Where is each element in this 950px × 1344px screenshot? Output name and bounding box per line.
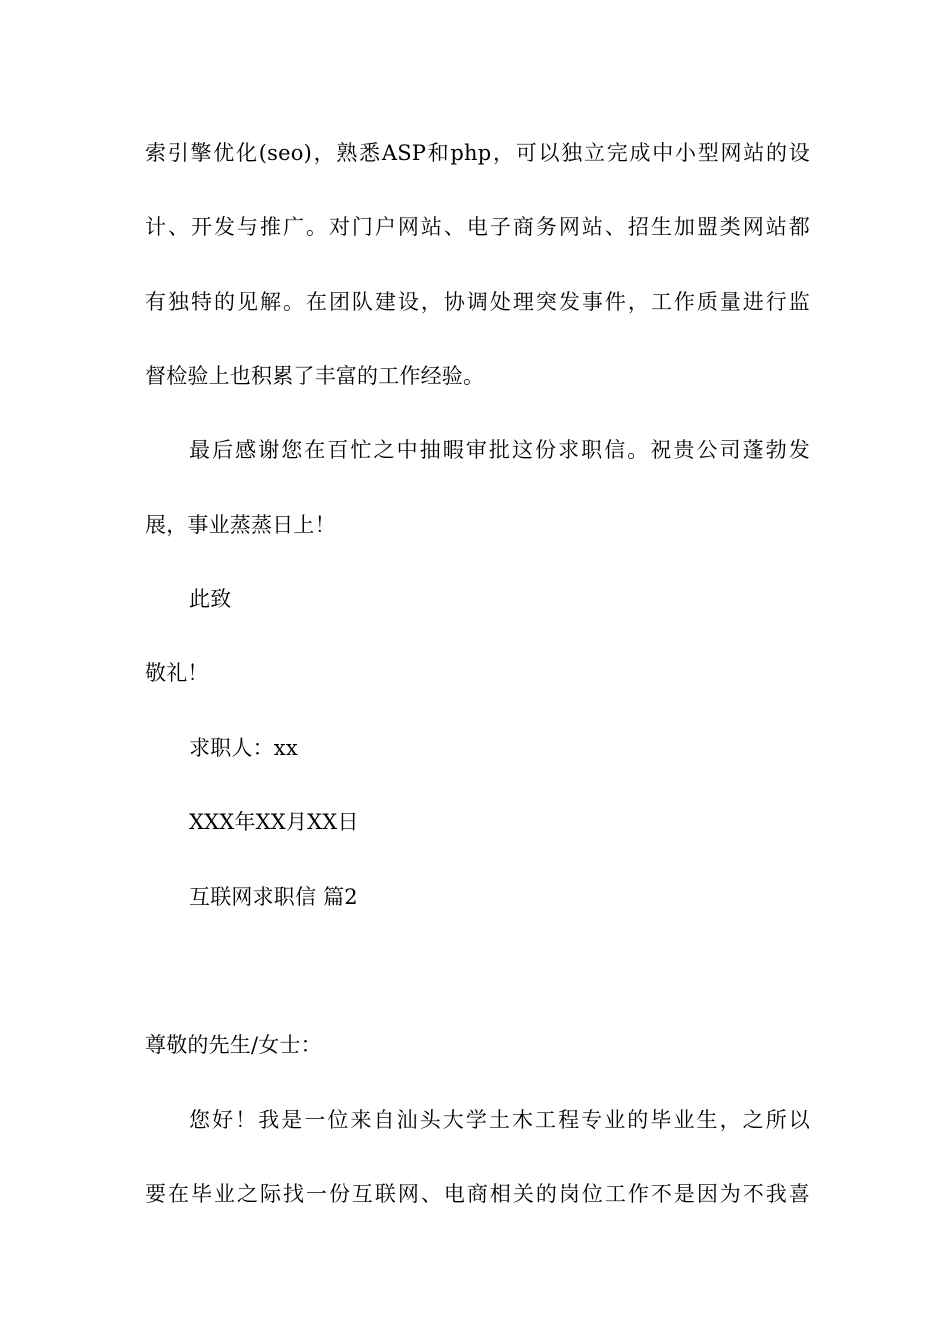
paragraph-line: 有独特的见解。在团队建设，协调处理突发事件，工作质量进行监: [145, 290, 810, 314]
signature-date: XXX年XX月XX日: [189, 810, 359, 834]
paragraph-line: 要在毕业之际找一份互联网、电商相关的岗位工作不是因为不我喜: [145, 1182, 810, 1206]
paragraph-line: 督检验上也积累了丰富的工作经验。: [145, 364, 485, 388]
section-heading: 互联网求职信 篇2: [189, 885, 358, 909]
closing-paragraph-line: 展，事业蒸蒸日上！: [145, 513, 336, 537]
salutation-line: 敬礼！: [145, 661, 209, 685]
paragraph-line: 计、开发与推广。对门户网站、电子商务网站、招生加盟类网站都: [145, 215, 810, 239]
greeting-line: 尊敬的先生/女士：: [145, 1033, 322, 1057]
salutation-line: 此致: [189, 587, 232, 611]
closing-paragraph-line: 最后感谢您在百忙之中抽暇审批这份求职信。祝贵公司蓬勃发: [189, 438, 810, 462]
paragraph-line: 您好！我是一位来自汕头大学土木工程专业的毕业生，之所以: [189, 1108, 810, 1132]
paragraph-line: 索引擎优化(seo)，熟悉ASP和php，可以独立完成中小型网站的设: [145, 141, 810, 165]
signature-name: 求职人：xx: [189, 736, 298, 760]
